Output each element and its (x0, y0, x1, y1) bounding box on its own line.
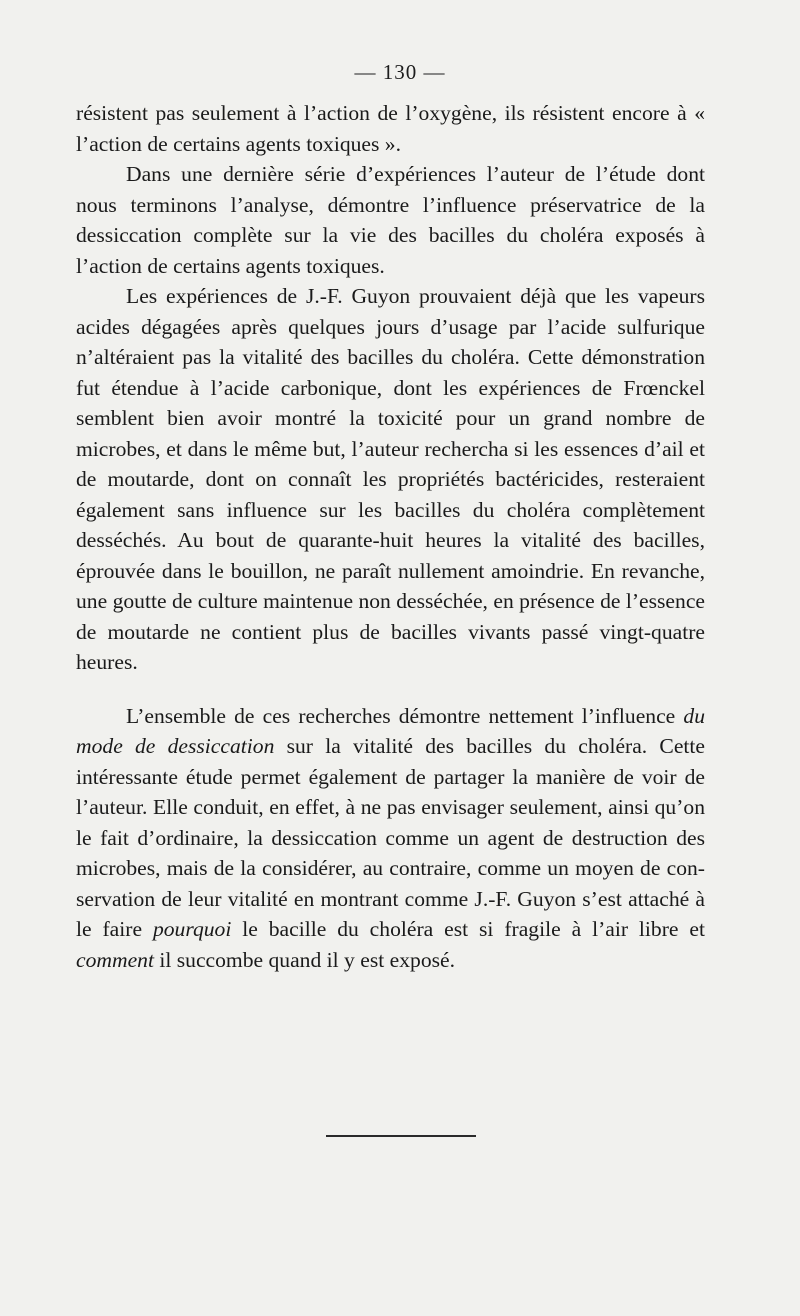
section-end-rule (326, 1135, 476, 1137)
paragraph-4 (76, 701, 705, 976)
paragraph-2: Dans une dernière série d’expériences l’auteur de l’étude dont nous terminons l’analyse, démontre l’influence préservatrice de la dessiccation complète sur la vie des bacilles du choléra exposés à l’action de certains agents toxiques. (76, 162, 705, 278)
emphasis-mode-de-dessiccation: du mode de dessiccation (76, 703, 705, 758)
emphasis-pourquoi: pourquoi (152, 917, 232, 941)
paragraph-1: résistent pas seulement à l’action de l’oxygène, ils résistent encore à « l’action de certains agents toxiques ». (76, 101, 705, 156)
paragraph-3: Les expériences de J.-F. Guyon prouvaient déjà que les vapeurs acides dégagées après quelques jours d’usage par l’acide sulfurique n’altéraient pas la vitalité des bacilles du choléra. Cette démonstration fut étendue à l’acide carbonique, dont les expériences de Frœnckel semblent bien avoir montré la toxicité pour un grand nombre de microbes, et dans le même but, l’auteur recherchа si les essences d’ail et de moutarde, dont on connaît les propriétés bactéricides, resteraient également sans influence sur les bacilles du choléra complètement desséchés. Au bout de quarante-huit heures la vitalité des bacilles, éprouvée dans le bouillon, ne paraît nullement amoindrie. En revanche, une goutte de culture maintenue non desséchée, en présence de l’essence de moutarde ne contient plus de bacilles vivants passé vingt-quatre heures. (76, 284, 705, 674)
body-text (76, 98, 705, 975)
emphasis-comment: comment (76, 947, 154, 972)
paragraph-4-part-a: L’ensemble de ces recherches démontre nettement l’influence (126, 703, 684, 728)
paragraph-4-part-c: le bacille du choléra est si fragile à l’air libre et (231, 917, 705, 941)
paragraph-4-part-d: il succombe quand il y est exposé. (153, 947, 456, 972)
page-number: — 130 — (354, 60, 446, 84)
paragraph-4-part-b: sur la vitalité des bacilles du choléra. Cette intéressante étude permet également de partager la manière de voir de l’auteur. Elle conduit, en effet, à ne pas envisager seulement, ainsi qu’on le fait d’ordinaire, la dessiccation comme un agent de destruction des microbes, mais de la considérer, au contraire, comme un moyen de conservation de leur vitalité en montrant comme J.-F. Guyon s’est attaché à le faire (76, 734, 705, 941)
